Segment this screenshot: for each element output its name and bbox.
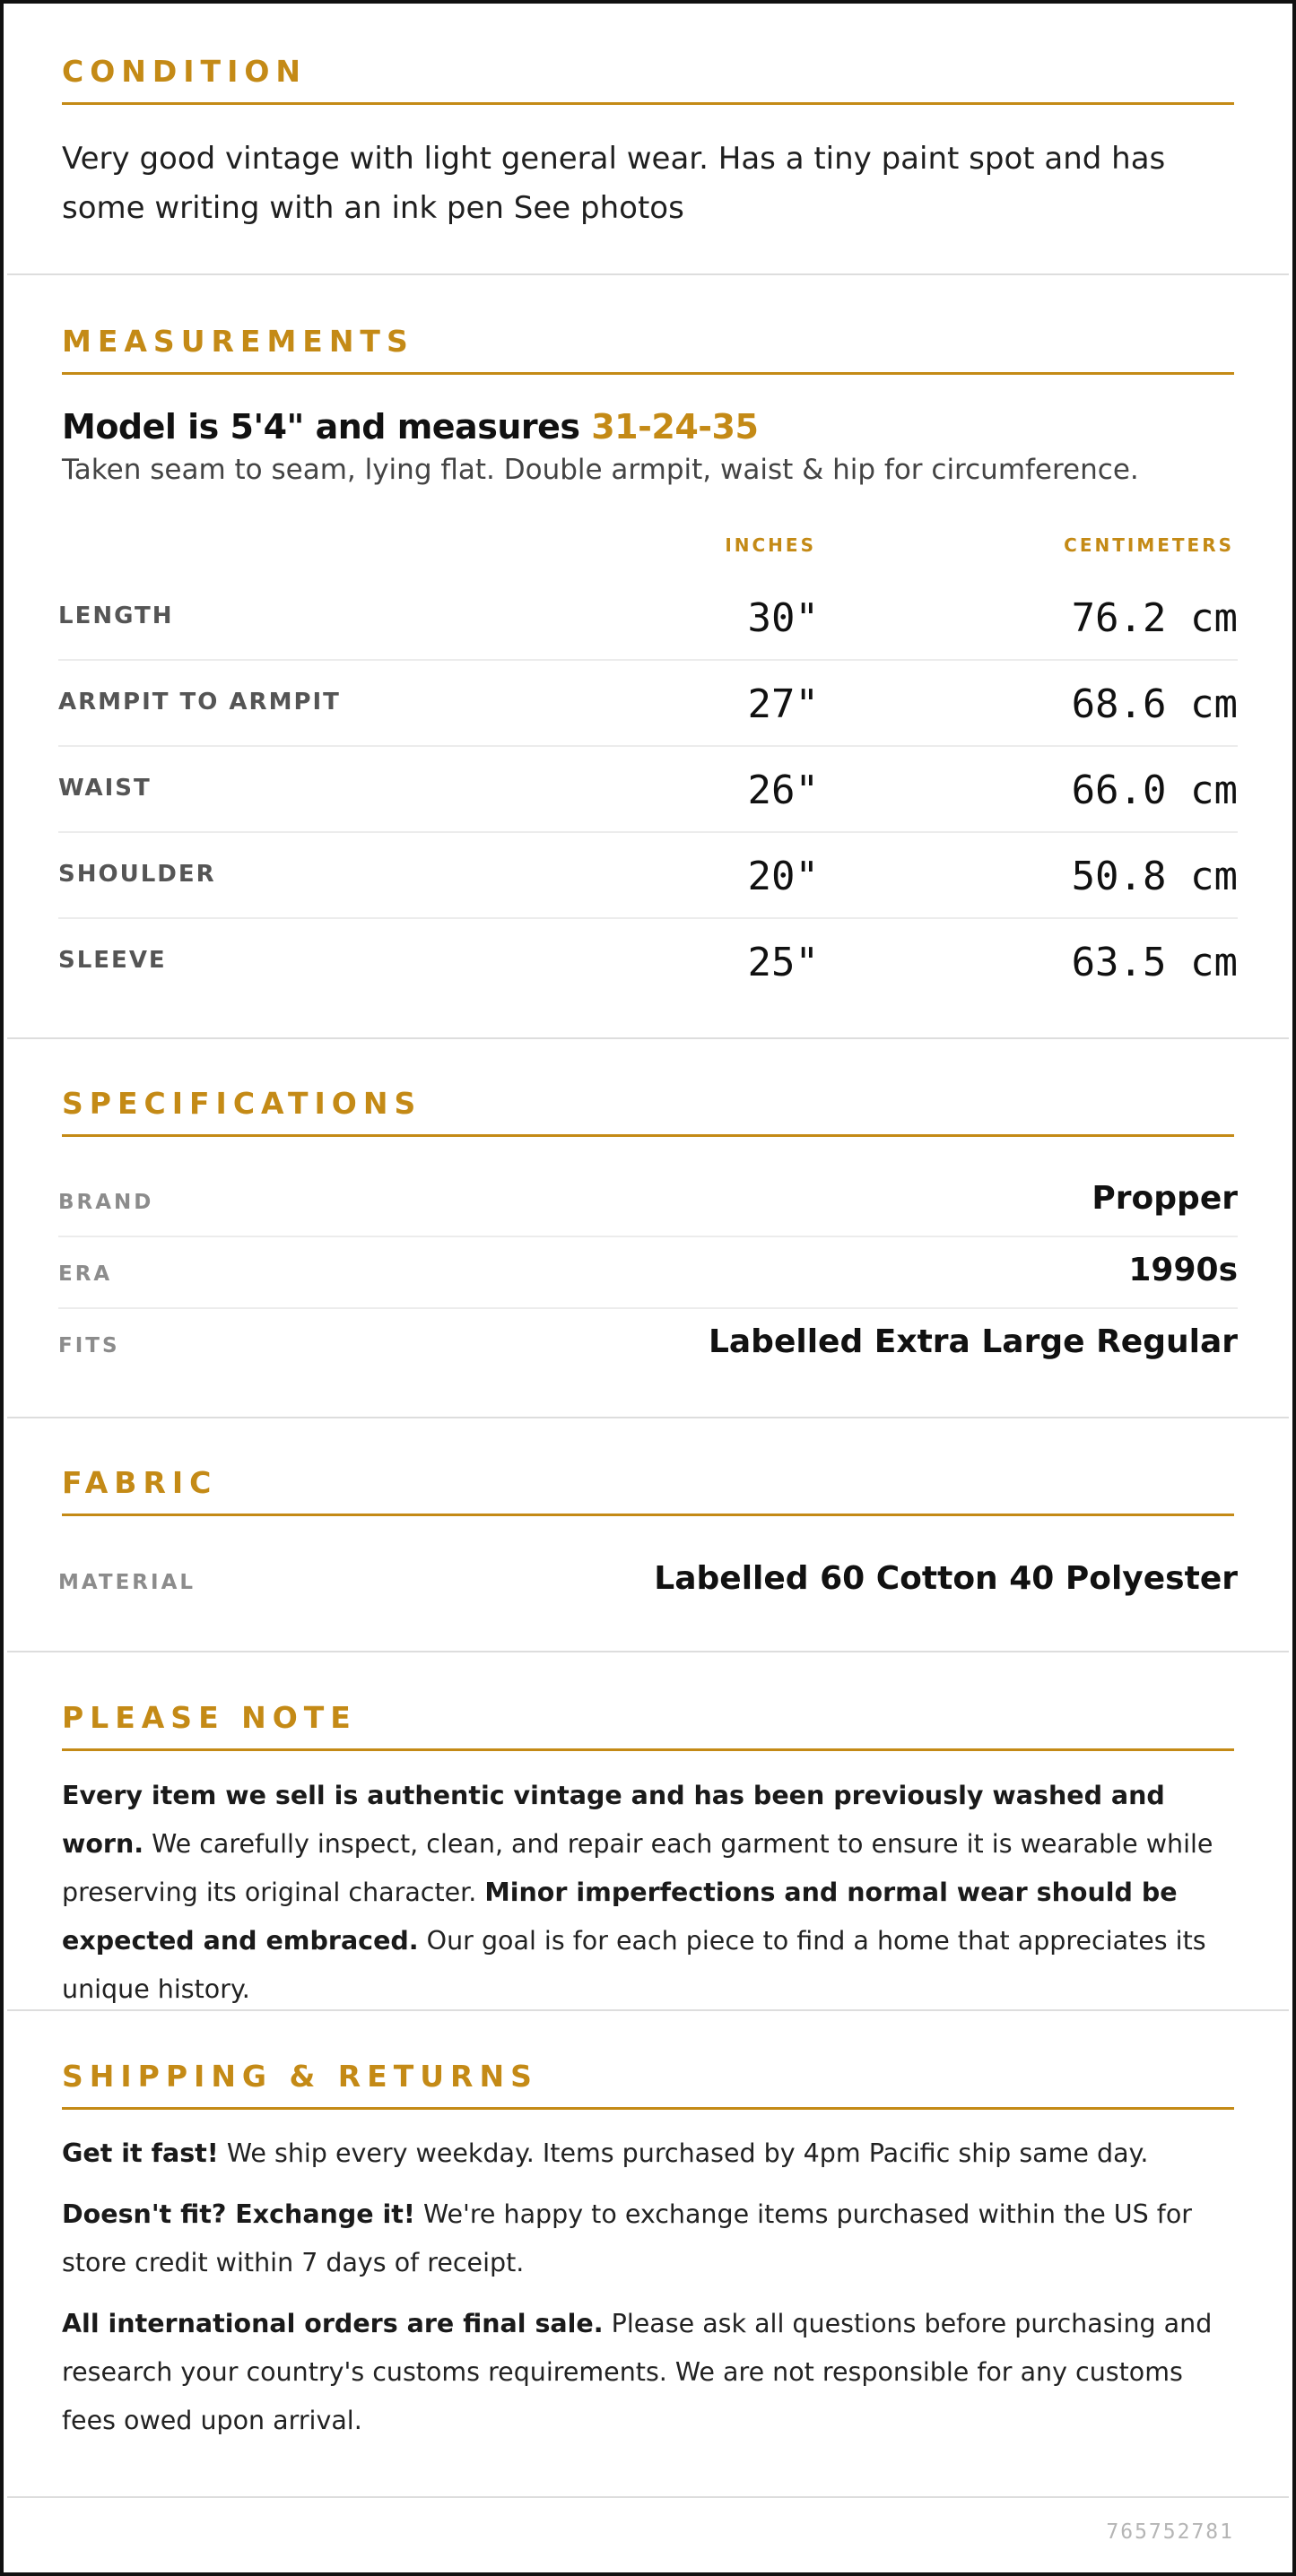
fabric-heading: FABRIC (62, 1465, 218, 1500)
column-header-inches: INCHES (725, 534, 816, 556)
shipping-paragraph-1 (62, 2129, 1234, 2178)
fabric-rule (62, 1514, 1234, 1516)
spec-row-brand (58, 1166, 1238, 1237)
specifications-heading: SPECIFICATIONS (62, 1086, 422, 1121)
measurement-row-armpit (58, 661, 1238, 747)
section-divider (7, 1417, 1289, 1418)
measurements-section (7, 322, 1289, 486)
measurement-cm: 50.8 cm (1071, 854, 1238, 899)
spec-row-fits (58, 1309, 1238, 1381)
measurement-row-sleeve (58, 919, 1238, 1005)
fabric-section (7, 1463, 1289, 1516)
section-divider (7, 2009, 1289, 2011)
please-note-heading: PLEASE NOTE (62, 1700, 357, 1735)
measurement-label: SLEEVE (58, 947, 167, 974)
measurement-inches: 25" (747, 940, 819, 985)
please-note-rule (62, 1748, 1234, 1751)
measurement-label: LENGTH (58, 603, 174, 629)
please-note-text (62, 1772, 1234, 2014)
measurement-inches: 20" (747, 854, 819, 899)
condition-rule (62, 102, 1234, 105)
model-measures-line (62, 407, 1234, 447)
spec-value: Propper (1092, 1180, 1238, 1217)
spec-label: FITS (58, 1334, 120, 1357)
note-text-1: We carefully inspect, clean, and repair each garment to ensure it is wearable while preserving its original character. (62, 1829, 1213, 1907)
section-divider (7, 273, 1289, 275)
shipping-text-1: We ship every weekday. Items purchased by 4pm Pacific ship same day. (218, 2138, 1149, 2168)
shipping-heading: SHIPPING & RETURNS (62, 2059, 538, 2094)
measurement-inches: 27" (747, 681, 819, 727)
note-bold-1: Every item we sell is authentic vintage and has been previously washed and worn. (62, 1781, 1165, 1859)
shipping-bold-3: All international orders are final sale. (62, 2309, 604, 2338)
condition-heading: CONDITION (62, 54, 308, 89)
condition-section (7, 52, 1289, 233)
measurement-cm: 68.6 cm (1071, 681, 1238, 727)
measurement-label: WAIST (58, 775, 152, 802)
spec-value: 1990s (1128, 1252, 1238, 1288)
section-divider (7, 2496, 1289, 2498)
measurement-inches: 30" (747, 595, 819, 641)
shipping-text-3: Please ask all questions before purchasing and research your country's customs requirements. We are not responsible for any customs fees owed upon arrival. (62, 2309, 1213, 2435)
measurement-row-length (58, 575, 1238, 661)
fabric-label: MATERIAL (58, 1571, 196, 1594)
shipping-section (7, 2057, 1289, 2445)
measurements-subtitle: Taken seam to seam, lying flat. Double armpit, waist & hip for circumference. (62, 454, 1139, 486)
shipping-paragraph-3 (62, 2300, 1234, 2445)
model-measures-value: 31-24-35 (591, 407, 759, 447)
measurement-label: SHOULDER (58, 861, 216, 888)
measurements-rule (62, 372, 1234, 375)
measurement-label: ARMPIT TO ARMPIT (58, 689, 341, 716)
section-divider (7, 1651, 1289, 1652)
measurement-cm: 76.2 cm (1071, 595, 1238, 641)
note-text-2: Our goal is for each piece to find a home that appreciates its unique history. (62, 1926, 1206, 2004)
note-bold-2: Minor imperfections and normal wear should be expected and embraced. (62, 1878, 1178, 1956)
shipping-paragraph-2 (62, 2190, 1234, 2287)
shipping-bold-2: Doesn't fit? Exchange it! (62, 2199, 415, 2229)
spec-value: Labelled Extra Large Regular (708, 1323, 1238, 1360)
measurement-row-waist (58, 747, 1238, 833)
section-divider (7, 1037, 1289, 1039)
measurements-heading: MEASUREMENTS (62, 324, 414, 359)
spec-row-era (58, 1237, 1238, 1309)
spec-label: ERA (58, 1262, 113, 1286)
column-header-centimeters: CENTIMETERS (1064, 534, 1234, 556)
shipping-bold-1: Get it fast! (62, 2138, 219, 2168)
condition-text: Very good vintage with light general wear. Has a tiny paint spot and has some writing with an ink pen See photos (62, 141, 1166, 226)
please-note-section (7, 1698, 1289, 2014)
spec-label: BRAND (58, 1191, 154, 1214)
fabric-row-material (58, 1546, 1238, 1618)
shipping-rule (62, 2107, 1234, 2110)
fabric-value: Labelled 60 Cotton 40 Polyester (654, 1560, 1238, 1597)
specifications-rule (62, 1134, 1234, 1137)
item-id: 765752781 (1106, 2520, 1234, 2544)
measurement-row-shoulder (58, 833, 1238, 919)
measurement-cm: 63.5 cm (1071, 940, 1238, 985)
shipping-text-2: We're happy to exchange items purchased within the US for store credit within 7 days of receipt. (62, 2199, 1192, 2277)
measurement-inches: 26" (747, 768, 819, 813)
model-prefix: Model is 5'4" and measures (62, 407, 592, 447)
specifications-section (7, 1084, 1289, 1137)
measurement-cm: 66.0 cm (1071, 768, 1238, 813)
